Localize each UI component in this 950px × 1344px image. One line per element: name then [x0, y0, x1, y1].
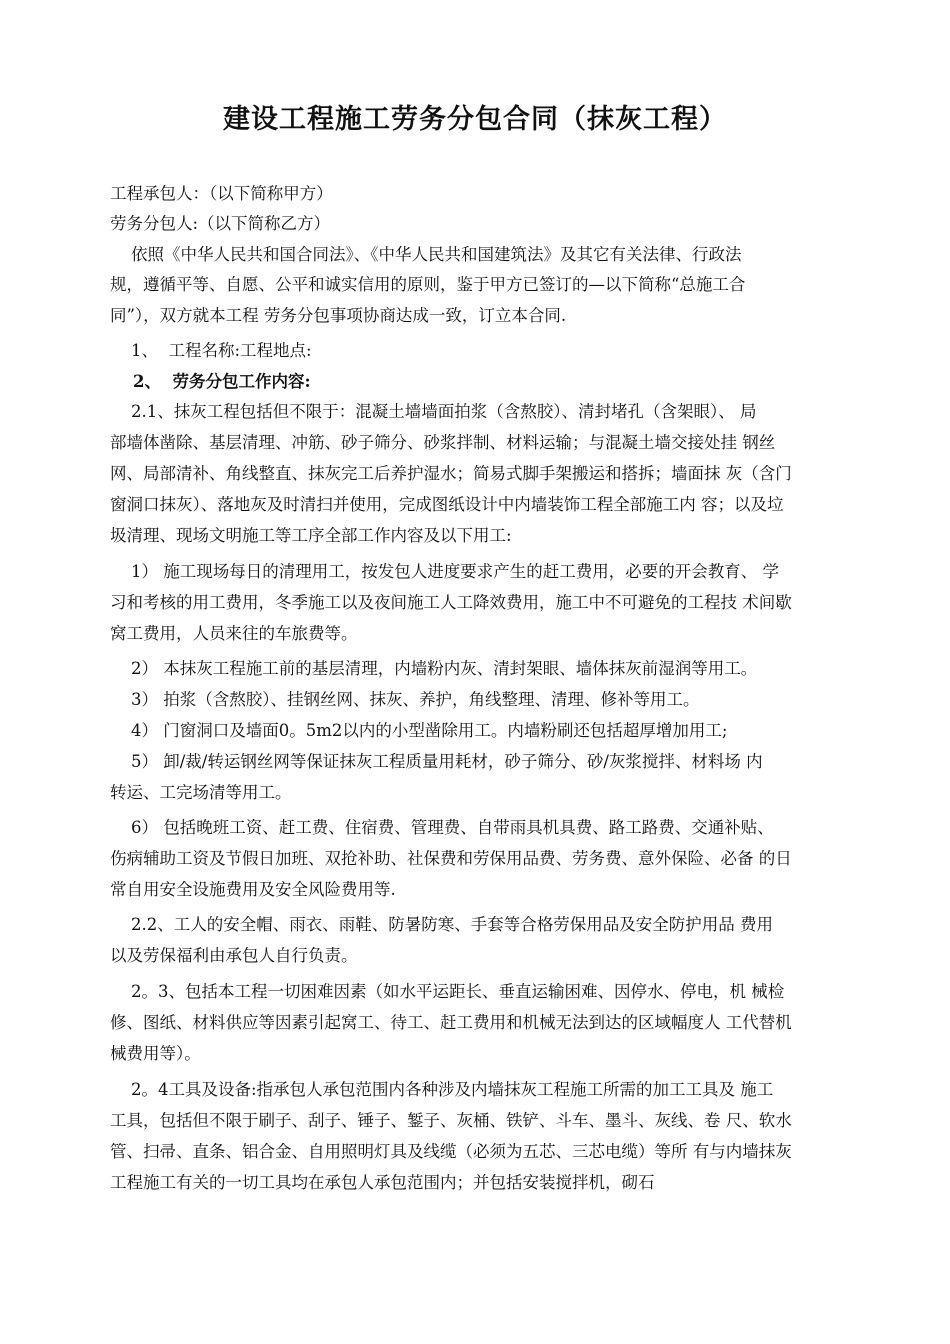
- text-line: 转运、工完场清等用工。: [110, 783, 292, 802]
- text-line: 窝工费用，人员来往的车旅费等。: [110, 624, 358, 643]
- text-line: 圾清理、现场文明施工等工序全部工作内容及以下用工:: [110, 526, 512, 545]
- text-line: 6） 包括晚班工资、赶工费、住宿费、管理费、自带雨具机具费、路工路费、交通补贴、: [110, 818, 774, 837]
- text-line: 3） 拍浆（含熬胶）、挂钢丝网、抹灰、养护，角线整理、清理、修补等用工。: [110, 690, 700, 709]
- text-line: 械费用等）。: [110, 1044, 201, 1063]
- text-line: 工程施工有关的一切工具均在承包人承包范围内；并包括安装搅拌机，砌石: [110, 1173, 655, 1192]
- text-line: 4） 门窗洞口及墙面0。5m2以内的小型凿除用工。内墙粉刷还包括超厚增加用工;: [110, 721, 728, 740]
- text-line: 1、 工程名称:工程地点:: [110, 341, 312, 360]
- text-line: 部墙体凿除、基层清理、冲筋、砂子筛分、砂浆拌制、材料运输；与混凝土墙交接处挂 钢丝: [110, 433, 776, 452]
- text-line: 窗洞口抹灰）、落地灰及时清扫并使用，完成图纸设计中内墙装饰工程全部施工内 容；以及垃: [110, 495, 784, 514]
- text-line: 习和考核的用工费用，冬季施工以及夜间施工人工降效费用，施工中不可避免的工程技 术间歇: [110, 593, 792, 612]
- text-line: 网、局部清补、角线整直、抹灰完工后养护湿水；简易式脚手架搬运和搭拆；墙面抹 灰（含门: [110, 464, 792, 483]
- text-line: 1） 施工现场每日的清理用工，按发包人进度要求产生的赶工费用，必要的开会教育、 学: [110, 562, 779, 581]
- text-line: 伤病辅助工资及节假日加班、双抢补助、社保费和劳保用品费、劳务费、意外保险、必备 的日: [110, 849, 792, 868]
- text-line: 2。3、包括本工程一切困难因素（如水平运距长、垂直运输困难、因停水、停电，机 械检: [110, 982, 785, 1001]
- text-line: 常自用安全设施费用及安全风险费用等.: [110, 880, 396, 899]
- text-line: 2.1、抹灰工程包括但不限于：混凝土墙墙面拍浆（含熬胶）、清封堵孔（含架眼）、 局: [110, 402, 757, 421]
- text-line: 劳务分包人:（以下简称乙方）: [110, 214, 331, 233]
- text-line: 工程承包人：（以下简称甲方）: [110, 184, 333, 203]
- text-line: 规，遵循平等、自愿、公平和诚实信用的原则，鉴于甲方已签订的—以下简称“总施工合: [110, 275, 746, 294]
- text-line: 同”），双方就本工程 劳务分包事项协商达成一致，订立本合同.: [110, 306, 567, 325]
- section-heading: 2、 劳务分包工作内容:: [110, 372, 311, 391]
- text-line: 管、扫帚、直条、铝合金、自用照明灯具及线缆（必须为五芯、三芯电缆）等所 有与内墙抹灰: [110, 1142, 792, 1161]
- text-line: 依照《中华人民共和国合同法》、《中华人民共和国建筑法》及其它有关法律、行政法: [110, 245, 742, 264]
- text-line: 2。4工具及设备:指承包人承包范围内各种涉及内墙抹灰工程施工所需的加工工具及 施工: [110, 1080, 774, 1099]
- text-line: 工具，包括但不限于刷子、刮子、锤子、錾子、灰桶、铁铲、斗车、墨斗、灰线、卷 尺、软水: [110, 1111, 792, 1130]
- text-line: 2.2、工人的安全帽、雨衣、雨鞋、防暑防寒、手套等合格劳保用品及安全防护用品 费用: [110, 915, 773, 934]
- text-line: 修、图纸、材料供应等因素引起窝工、待工、赶工费用和机械无法到达的区域幅度人 工代替机: [110, 1013, 792, 1032]
- text-line: 2） 本抹灰工程施工前的基层清理，内墙粉内灰、清封架眼、墙体抹灰前湿润等用工。: [110, 659, 758, 678]
- text-line: 5） 卸/裁/转运钢丝网等保证抹灰工程质量用耗材，砂子筛分、砂/灰浆搅拌、材料场 内: [110, 752, 763, 771]
- document-title: 建设工程施工劳务分包合同（抹灰工程）: [223, 104, 727, 135]
- text-line: 以及劳保福利由承包人自行负责。: [110, 946, 358, 965]
